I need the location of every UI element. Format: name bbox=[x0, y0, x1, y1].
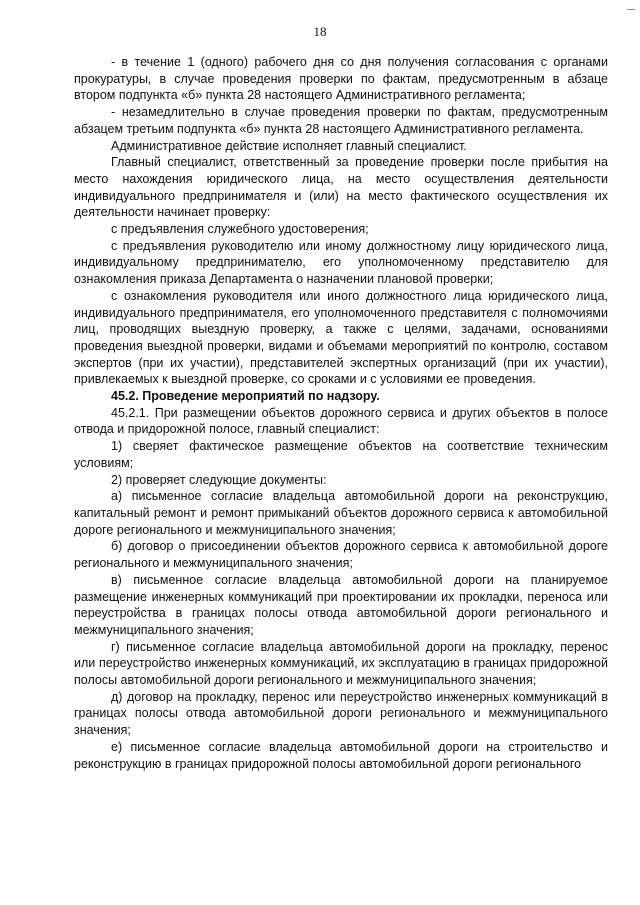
paragraph: в) письменное согласие владельца автомобильной дороги на планируемое размещение инженерных коммуникаций при проектировании их прокладки, переноса или переустройства в границах полосы отвода автомобильной дороги регионального и межмуниципального значения; bbox=[74, 572, 608, 637]
paragraph: - в течение 1 (одного) рабочего дня со дня получения согласования с органами прокуратуры, в случае проведения проверки по фактам, предусмотренным в абзаце втором подпункта «б» пункта 28 настоящего Административного регламента; bbox=[74, 55, 608, 103]
paragraph: Административное действие исполняет главный специалист. bbox=[111, 138, 467, 153]
paragraph: - незамедлительно в случае проведения проверки по фактам, предусмотренным абзацем третьим подпункта «б» пункта 28 настоящего Административного регламента. bbox=[74, 105, 608, 136]
paragraph: 45.2.1. При размещении объектов дорожного сервиса и других объектов в полосе отвода и придорожной полосе, главный специалист: bbox=[74, 405, 608, 437]
paragraph: с ознакомления руководителя или иного должностного лица юридического лица, индивидуального предпринимателя, его уполномоченного представителя с полномочиями лиц, проводящих выездную проверку, а также с целями, задачами, основаниями проведения выездной проверки, видами и объемами мероприятий по контролю, составом экспертов (при их участии), представителей экспертных организаций (при их участии), привлекаемых к выездной проверке, со сроками и с условиями ее проведения. bbox=[74, 288, 608, 387]
paragraph: с предъявления руководителю или иному должностному лицу юридического лица, индивидуальному предпринимателю, его уполномоченному представителю для ознакомления приказа Департамента о назначении плановой проверки; bbox=[74, 238, 608, 287]
paragraph: д) договор на прокладку, перенос или переустройство инженерных коммуникаций в границах полосы отвода автомобильной дороги регионального и межмуниципального значения; bbox=[74, 689, 608, 738]
scan-edge-mark: | bbox=[627, 8, 636, 11]
paragraph: Главный специалист, ответственный за проведение проверки после прибытия на место нахождения юридического лица, на место осуществления деятельности индивидуального предпринимателя и (или) на место фактического осуществления их деятельности начинает проверку: bbox=[74, 155, 608, 220]
paragraph: с предъявления служебного удостоверения; bbox=[111, 222, 369, 237]
paragraph: 2) проверяет следующие документы: bbox=[111, 472, 327, 487]
paragraph: г) письменное согласие владельца автомобильной дороги на прокладку, перенос или переустройство инженерных коммуникаций, их эксплуатацию в границах придорожной полосы автомобильной дороги регионального и межмуниципального значения; bbox=[74, 639, 608, 688]
paragraph: б) договор о присоединении объектов дорожного сервиса к автомобильной дороге регионального и межмуниципального значения; bbox=[74, 539, 608, 571]
document-body bbox=[74, 54, 608, 772]
section-heading: 45.2. Проведение мероприятий по надзору. bbox=[111, 389, 380, 404]
paragraph: 1) сверяет фактическое размещение объектов на соответствие техническим условиям; bbox=[74, 439, 608, 470]
page-number: 18 bbox=[313, 24, 327, 39]
paragraph: е) письменное согласие владельца автомобильной дороги на строительство и реконструкцию в границах придорожной полосы автомобильной дороги регионального bbox=[74, 739, 608, 771]
paragraph: а) письменное согласие владельца автомобильной дороги на реконструкцию, капитальный ремонт и ремонт примыканий объектов дорожного сервиса к автомобильной дороге регионального и межмуниципального значения; bbox=[74, 489, 608, 537]
